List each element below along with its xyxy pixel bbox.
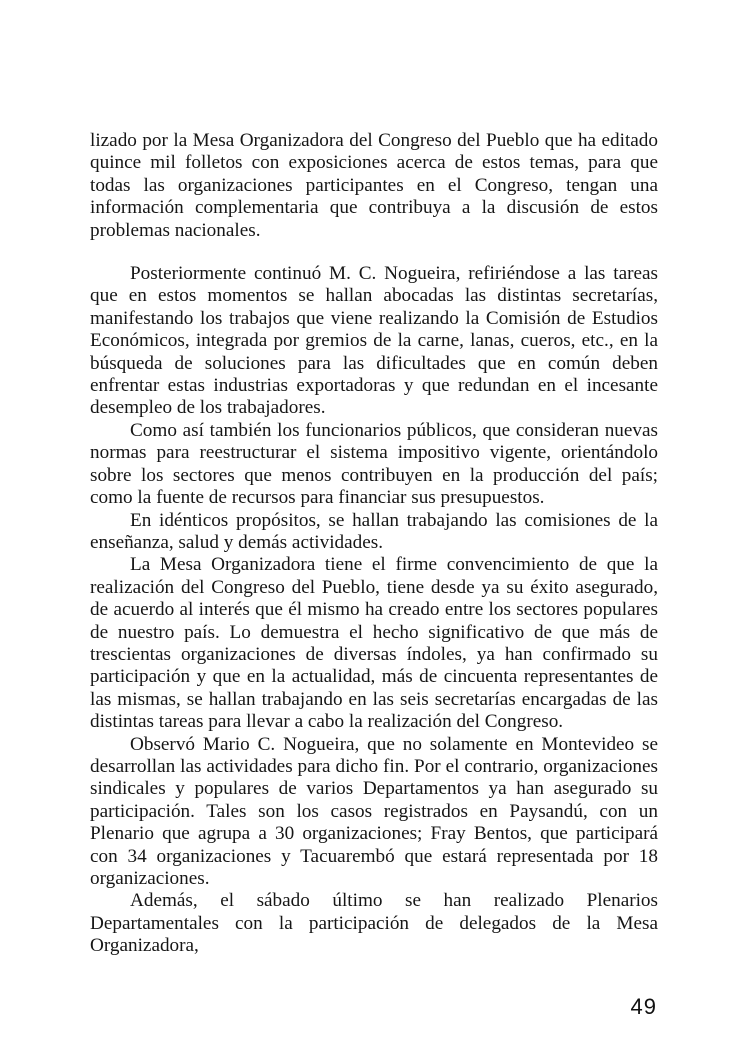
paragraph: Además, el sábado último se han realizado Plenarios Departamentales con la participación de delegados de la Mesa Organizadora, <box>90 890 658 957</box>
page-number: 49 <box>630 994 657 1019</box>
paragraph: Observó Mario C. Nogueira, que no solamente en Montevideo se desarrollan las actividades para dicho fin. Por el contrario, organizaciones sindicales y populares de varios Departamentos ya han asegurado su participación. Tales son los casos registrados en Paysandú, con un Plenario que agrupa a 30 organizaciones; Fray Bentos, que participará con 34 organizaciones y Tacuarembó que estará representada por 18 organizaciones. <box>90 733 658 889</box>
paragraph: Posteriormente continuó M. C. Nogueira, refiriéndose a las tareas que en estos momentos se hallan abocadas las distintas secretarías, manifestando los trabajos que viene realizando la Comisión de Estudios Económicos, integrada por gremios de la carne, lanas, cueros, etc., en la búsqueda de soluciones para las dificultades que en común deben enfrentar estas industrias exportadoras y que redundan en el incesante desempleo de los trabajadores. <box>90 263 658 419</box>
body-text <box>90 130 658 958</box>
paragraph: Como así también los funcionarios públicos, que consideran nuevas normas para reestructurar el sistema impositivo vigente, orientándolo sobre los sectores que menos contribuyen en la producción del país; como la fuente de recursos para financiar sus presupuestos. <box>90 419 658 509</box>
paragraph-continuation: lizado por la Mesa Organizadora del Congreso del Pueblo que ha editado quince mil folletos con exposiciones acerca de estos temas, para que todas las organizaciones participantes en el Congreso, tengan una información complementaria que contribuya a la discusión de estos problemas nacionales. <box>90 130 658 241</box>
paragraph: En idénticos propósitos, se hallan trabajando las comisiones de la enseñanza, salud y demás actividades. <box>90 509 658 553</box>
paragraph: La Mesa Organizadora tiene el firme convencimiento de que la realización del Congreso del Pueblo, tiene desde ya su éxito asegurado, de acuerdo al interés que él mismo ha creado entre los sectores populares de nuestro país. Lo demuestra el hecho significativo de que más de trescientas organizaciones de diversas índoles, ya han confirmado su participación y que en la actualidad, más de cincuenta representantes de las mismas, se hallan trabajando en las seis secretarías encargadas de las distintas tareas para llevar a cabo la realización del Congreso. <box>90 554 658 733</box>
